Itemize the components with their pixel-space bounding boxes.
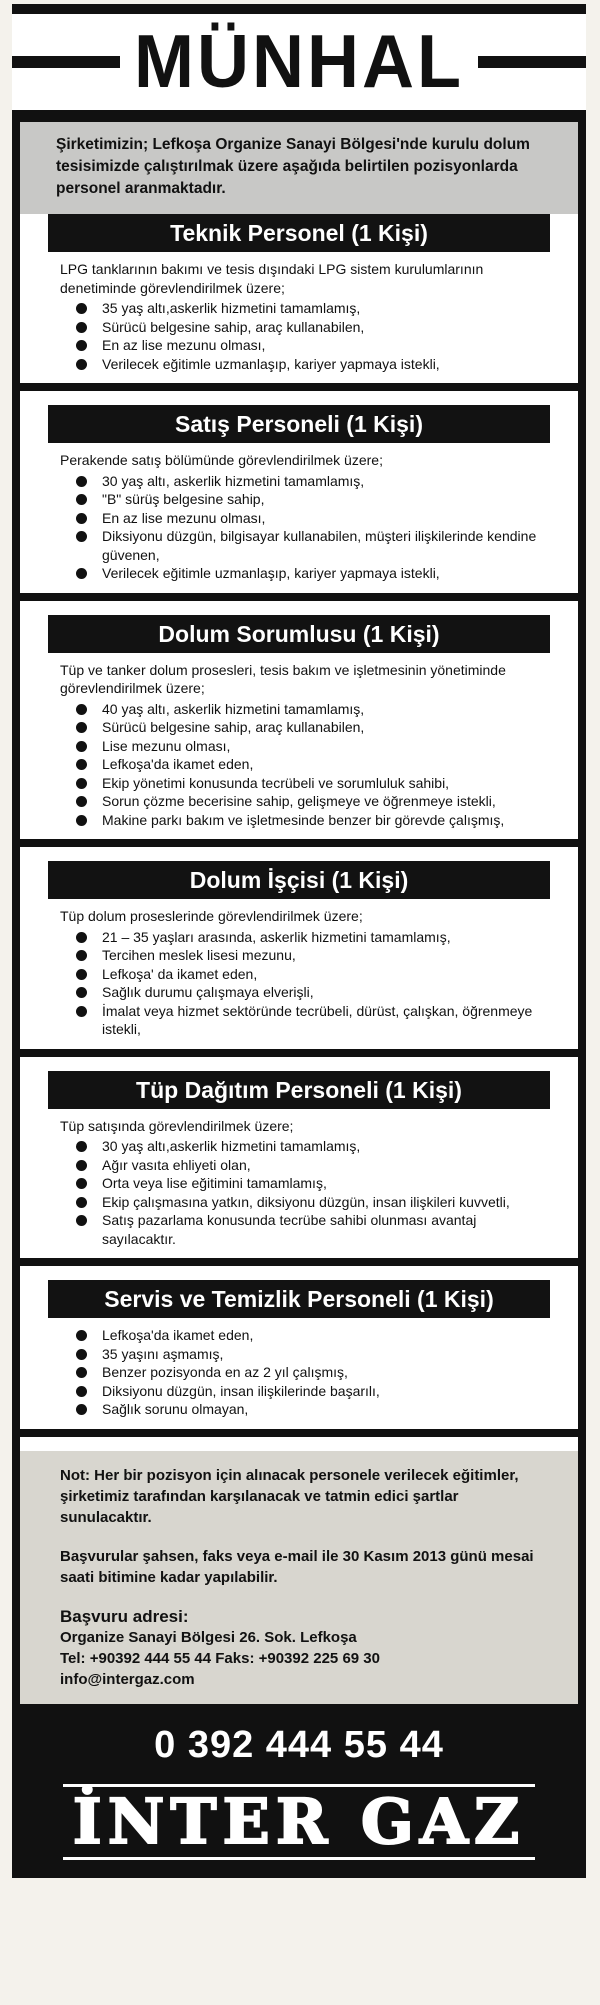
requirements-list	[60, 299, 544, 373]
requirement-item: Benzer pozisyonda en az 2 yıl çalışmış,	[74, 1363, 544, 1382]
page-title: MÜNHAL	[120, 24, 478, 100]
requirements-list	[60, 700, 544, 830]
requirement-item: "B" sürüş belgesine sahip,	[74, 490, 544, 509]
contact-phones: Tel: +90392 444 55 44 Faks: +90392 225 69 30	[60, 1649, 380, 1667]
position-lead: LPG tanklarının bakımı ve tesis dışındaki LPG sistem kurulumlarının denetiminde görevlendirilmek üzere;	[60, 261, 484, 296]
position-body	[20, 252, 578, 377]
requirement-item: 30 yaş altı,askerlik hizmetini tamamlamış,	[74, 1137, 544, 1156]
requirement-item: Ekip çalışmasına yatkın, diksiyonu düzgün, insan ilişkileri kuvvetli,	[74, 1193, 544, 1212]
position-lead: Perakende satış bölümünde görevlendirilmek üzere;	[60, 452, 383, 468]
requirement-item: Sorun çözme becerisine sahip, gelişmeye ve öğrenmeye istekli,	[74, 792, 544, 811]
position-section	[20, 1071, 578, 1281]
section-divider	[20, 1049, 578, 1057]
footer-phone: 0 392 444 55 44	[154, 1723, 444, 1766]
section-divider	[20, 839, 578, 847]
requirement-item: Sağlık sorunu olmayan,	[74, 1400, 544, 1419]
deadline-text: Başvurular şahsen, faks veya e-mail ile 30 Kasım 2013 günü mesai saati bitimine kadar yapılabilir.	[60, 1547, 534, 1586]
positions-list	[20, 214, 578, 1451]
requirement-item: Ağır vasıta ehliyeti olan,	[74, 1156, 544, 1175]
requirement-item: 30 yaş altı, askerlik hizmetini tamamlamış,	[74, 472, 544, 491]
requirement-item: Lise mezunu olması,	[74, 737, 544, 756]
requirements-list	[60, 1137, 544, 1248]
footer-banner	[12, 1704, 586, 1878]
requirement-item: Sürücü belgesine sahip, araç kullanabilen,	[74, 718, 544, 737]
requirement-item: Satış pazarlama konusunda tecrübe sahibi olunması avantaj sayılacaktır.	[74, 1211, 544, 1248]
requirement-item: Lefkoşa' da ikamet eden,	[74, 965, 544, 984]
requirement-item: Verilecek eğitimle uzmanlaşıp, kariyer yapmaya istekli,	[74, 564, 544, 583]
position-section	[20, 405, 578, 615]
position-body	[20, 899, 578, 1043]
application-address	[60, 1606, 554, 1690]
requirement-item: 35 yaşını aşmamış,	[74, 1345, 544, 1364]
position-title: Tüp Dağıtım Personeli (1 Kişi)	[48, 1071, 550, 1109]
job-advertisement	[4, 4, 594, 1999]
header-bar-right	[471, 56, 586, 68]
note-box	[20, 1451, 578, 1704]
position-body	[20, 653, 578, 834]
address-title: Başvuru adresi:	[60, 1606, 189, 1626]
position-section	[20, 1280, 578, 1451]
position-title: Servis ve Temizlik Personeli (1 Kişi)	[48, 1280, 550, 1318]
requirement-item: 21 – 35 yaşları arasında, askerlik hizmetini tamamlamış,	[74, 928, 544, 947]
requirement-item: Sağlık durumu çalışmaya elverişli,	[74, 983, 544, 1002]
requirement-item: Diksiyonu düzgün, bilgisayar kullanabilen, müşteri ilişkilerinde kendine güvenen,	[74, 527, 544, 564]
position-title: Dolum Sorumlusu (1 Kişi)	[48, 615, 550, 653]
note-text: Not: Her bir pozisyon için alınacak personele verilecek eğitimler, şirketimiz tarafından karşılanacak ve tatmin edici şartlar sunulacaktır.	[60, 1466, 519, 1526]
section-divider	[20, 1429, 578, 1437]
section-divider	[20, 593, 578, 601]
requirement-item: Verilecek eğitimle uzmanlaşıp, kariyer yapmaya istekli,	[74, 355, 544, 374]
requirements-list	[60, 1326, 544, 1419]
intro-text: Şirketimizin; Lefkoşa Organize Sanayi Bölgesi'nde kurulu dolum tesisimizde çalıştırılmak üzere aşağıda belirtilen pozisyonlarda personel aranmaktadır.	[20, 122, 578, 214]
ad-body	[12, 122, 586, 1704]
requirements-list	[60, 472, 544, 583]
requirement-item: Orta veya lise eğitimini tamamlamış,	[74, 1174, 544, 1193]
position-title: Satış Personeli (1 Kişi)	[48, 405, 550, 443]
requirement-item: En az lise mezunu olması,	[74, 509, 544, 528]
position-title: Dolum İşçisi (1 Kişi)	[48, 861, 550, 899]
requirement-item: Diksiyonu düzgün, insan ilişkilerinde başarılı,	[74, 1382, 544, 1401]
requirement-item: 35 yaş altı,askerlik hizmetini tamamlamış,	[74, 299, 544, 318]
position-section	[20, 214, 578, 405]
requirement-item: Tercihen meslek lisesi mezunu,	[74, 946, 544, 965]
requirement-item: Ekip yönetimi konusunda tecrübeli ve sorumluluk sahibi,	[74, 774, 544, 793]
address-line: Organize Sanayi Bölgesi 26. Sok. Lefkoşa	[60, 1628, 357, 1646]
section-divider	[20, 1258, 578, 1266]
position-body	[20, 1109, 578, 1253]
header-banner	[12, 4, 586, 122]
requirements-list	[60, 928, 544, 1039]
section-divider	[20, 383, 578, 391]
position-body	[20, 443, 578, 587]
position-lead: Tüp satışında görevlendirilmek üzere;	[60, 1117, 294, 1134]
position-lead: Tüp ve tanker dolum prosesleri, tesis bakım ve işletmesinin yönetiminde görevlendirilmek üzere;	[60, 661, 506, 696]
position-section	[20, 861, 578, 1071]
requirement-item: 40 yaş altı, askerlik hizmetini tamamlamış,	[74, 700, 544, 719]
contact-email: info@intergaz.com	[60, 1670, 195, 1688]
position-section	[20, 615, 578, 862]
position-lead: Tüp dolum proseslerinde görevlendirilmek üzere;	[60, 908, 363, 924]
requirement-item: En az lise mezunu olması,	[74, 336, 544, 355]
header-bar-left	[12, 56, 127, 68]
requirement-item: Sürücü belgesine sahip, araç kullanabilen,	[74, 318, 544, 337]
position-title: Teknik Personel (1 Kişi)	[48, 214, 550, 252]
requirement-item: Lefkoşa'da ikamet eden,	[74, 755, 544, 774]
position-body	[20, 1318, 578, 1423]
requirement-item: Lefkoşa'da ikamet eden,	[74, 1326, 544, 1345]
company-logo: İNTER GAZ	[63, 1784, 536, 1860]
requirement-item: Makine parkı bakım ve işletmesinde benzer bir görevde çalışmış,	[74, 811, 544, 830]
requirement-item: İmalat veya hizmet sektöründe tecrübeli, dürüst, çalışkan, öğrenmeye istekli,	[74, 1002, 544, 1039]
